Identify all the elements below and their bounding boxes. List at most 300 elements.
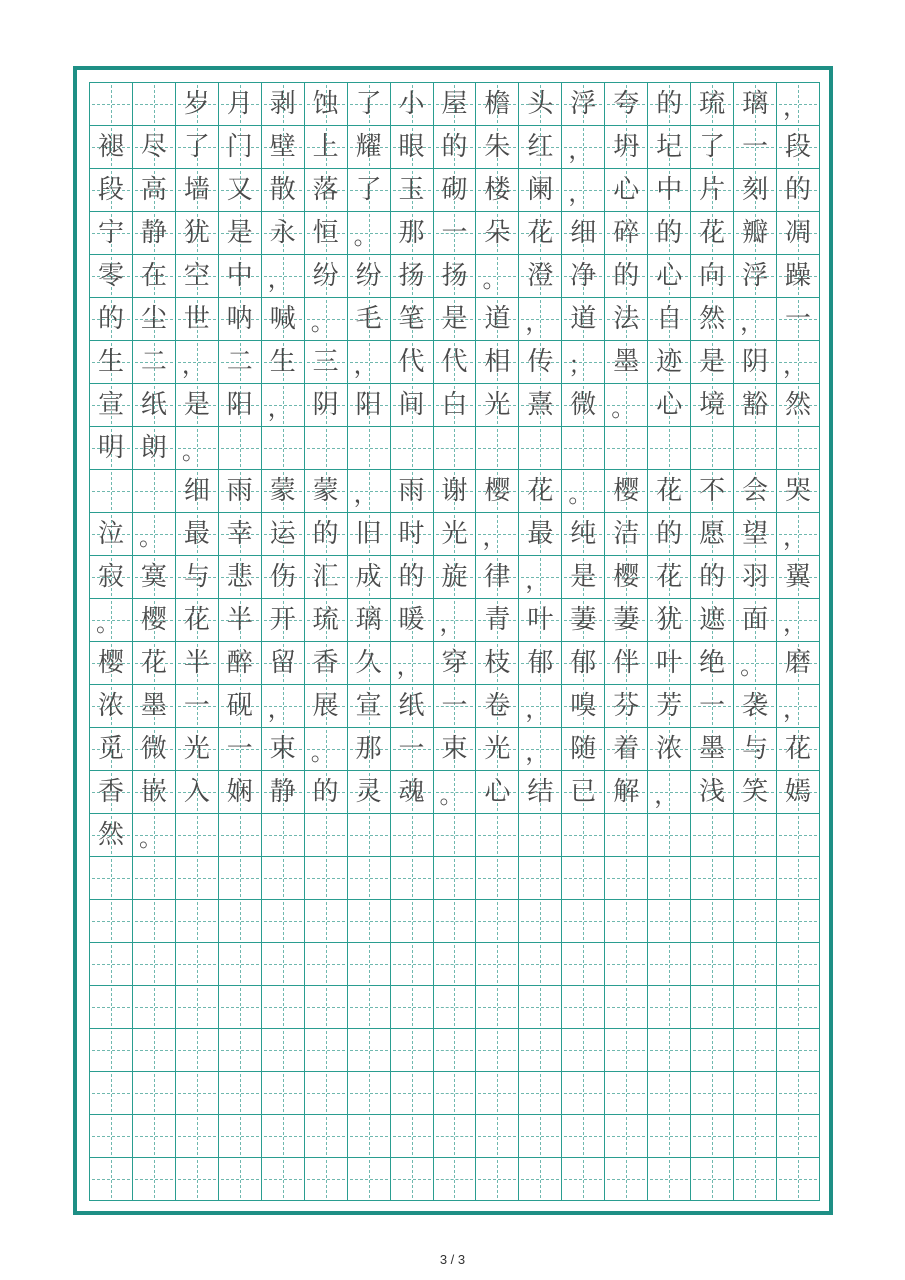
- grid-cell: [519, 728, 562, 771]
- handwritten-character: 郁: [570, 648, 597, 678]
- grid-cell: [434, 771, 477, 814]
- grid-cell: [434, 298, 477, 341]
- grid-cell: [90, 771, 133, 814]
- grid-cell: [305, 1072, 348, 1115]
- grid-cell: [90, 1158, 133, 1201]
- grid-cell: [262, 384, 305, 427]
- handwritten-character: 暖: [398, 605, 425, 635]
- handwritten-character: 檐: [484, 89, 511, 119]
- grid-cell: [391, 212, 434, 255]
- grid-cell: [562, 384, 605, 427]
- grid-cell: [348, 126, 391, 169]
- grid-cell: [219, 341, 262, 384]
- grid-cell: [348, 814, 391, 857]
- handwritten-character: 璃: [742, 89, 769, 119]
- handwritten-character: 花: [699, 218, 726, 248]
- grid-cell: [476, 470, 519, 513]
- grid-cell: [434, 900, 477, 943]
- handwritten-character: ，: [525, 738, 550, 766]
- grid-cell: [691, 169, 734, 212]
- handwritten-character: 扬: [441, 261, 468, 291]
- grid-cell: [777, 1072, 820, 1115]
- handwritten-character: 运: [269, 519, 296, 549]
- grid-cell: [777, 900, 820, 943]
- grid-cell: [734, 470, 777, 513]
- grid-cell: [348, 986, 391, 1029]
- grid-cell: [605, 212, 648, 255]
- handwritten-character: 成: [355, 562, 382, 592]
- grid-cell: [519, 986, 562, 1029]
- grid-cell: [605, 513, 648, 556]
- grid-cell: [262, 685, 305, 728]
- grid-cell: [562, 470, 605, 513]
- grid-cell: [648, 814, 691, 857]
- handwritten-character: 法: [613, 304, 640, 334]
- grid-cell: [434, 599, 477, 642]
- handwritten-character: 灵: [355, 777, 382, 807]
- handwritten-character: 二: [140, 347, 167, 377]
- grid-cell: [476, 1029, 519, 1072]
- grid-cell: [648, 1158, 691, 1201]
- grid-cell: [476, 169, 519, 212]
- grid-cell: [391, 83, 434, 126]
- grid-cell: [734, 900, 777, 943]
- grid-cell: [691, 470, 734, 513]
- grid-cell: [691, 126, 734, 169]
- grid-cell: [133, 341, 176, 384]
- grid-cell: [691, 255, 734, 298]
- grid-cell: [176, 1158, 219, 1201]
- grid-cell: [562, 728, 605, 771]
- handwritten-character: ，: [783, 93, 808, 121]
- handwritten-character: 朱: [484, 132, 511, 162]
- grid-cell: [348, 83, 391, 126]
- grid-cell: [777, 599, 820, 642]
- grid-cell: [176, 298, 219, 341]
- handwritten-character: 半: [183, 648, 210, 678]
- grid-cell: [691, 771, 734, 814]
- grid-cell: [219, 1158, 262, 1201]
- handwritten-character: 纸: [398, 691, 425, 721]
- grid-cell: [691, 986, 734, 1029]
- grid-cell: [562, 642, 605, 685]
- grid-cell: [434, 255, 477, 298]
- grid-cell: [262, 900, 305, 943]
- grid-cell: [562, 685, 605, 728]
- grid-cell: [476, 212, 519, 255]
- grid-cell: [219, 642, 262, 685]
- grid-cell: [348, 685, 391, 728]
- grid-cell: [133, 169, 176, 212]
- grid-cell: [691, 384, 734, 427]
- grid-cell: [562, 126, 605, 169]
- handwritten-character: ，: [783, 523, 808, 551]
- handwritten-character: ，: [568, 179, 593, 207]
- grid-cell: [90, 298, 133, 341]
- grid-cell: [348, 857, 391, 900]
- grid-cell: [133, 642, 176, 685]
- grid-cell: [476, 1115, 519, 1158]
- grid-cell: [434, 943, 477, 986]
- grid-cell: [691, 599, 734, 642]
- handwritten-character: 头: [527, 89, 554, 119]
- grid-cell: [348, 427, 391, 470]
- handwritten-character: 阴: [312, 390, 339, 420]
- grid-cell: [734, 384, 777, 427]
- grid-cell: [133, 900, 176, 943]
- grid-cell: [734, 814, 777, 857]
- handwritten-character: 花: [183, 605, 210, 635]
- grid-cell: [305, 427, 348, 470]
- grid-cell: [434, 556, 477, 599]
- handwritten-character: 小: [398, 89, 425, 119]
- handwritten-character: 眼: [398, 132, 425, 162]
- grid-cell: [434, 685, 477, 728]
- grid-cell: [605, 728, 648, 771]
- handwritten-character: 嵌: [140, 777, 167, 807]
- handwritten-character: 墨: [699, 734, 726, 764]
- handwritten-character: 间: [398, 390, 425, 420]
- grid-cell: [262, 1029, 305, 1072]
- grid-cell: [176, 857, 219, 900]
- handwritten-character: 穿: [441, 648, 468, 678]
- grid-cell: [391, 384, 434, 427]
- grid-cell: [476, 384, 519, 427]
- grid-cell: [391, 1115, 434, 1158]
- handwritten-character: 律: [484, 562, 511, 592]
- handwritten-character: 砌: [441, 175, 468, 205]
- handwritten-character: 。: [353, 222, 378, 250]
- grid-cell: [734, 728, 777, 771]
- grid-cell: [133, 556, 176, 599]
- grid-cell: [562, 814, 605, 857]
- handwritten-character: 的: [613, 261, 640, 291]
- grid-cell: [605, 900, 648, 943]
- handwritten-character: 坍: [613, 132, 640, 162]
- handwritten-character: 明: [97, 433, 124, 463]
- handwritten-character: 樱: [484, 476, 511, 506]
- grid-cell: [777, 384, 820, 427]
- grid-cell: [648, 728, 691, 771]
- handwritten-character: 汇: [312, 562, 339, 592]
- grid-cell: [605, 642, 648, 685]
- handwritten-character: 蒙: [269, 476, 296, 506]
- handwritten-character: 。: [181, 437, 206, 465]
- grid-cell: [219, 943, 262, 986]
- grid-cell: [305, 126, 348, 169]
- grid-cell: [391, 1029, 434, 1072]
- handwritten-character: 谢: [441, 476, 468, 506]
- grid-cell: [734, 1115, 777, 1158]
- handwritten-character: 三: [312, 347, 339, 377]
- grid-cell: [219, 1072, 262, 1115]
- grid-cell: [691, 814, 734, 857]
- handwritten-character: 心: [613, 175, 640, 205]
- grid-cell: [519, 857, 562, 900]
- grid-cell: [434, 384, 477, 427]
- handwritten-character: 解: [613, 777, 640, 807]
- grid-cell: [133, 1115, 176, 1158]
- grid-cell: [605, 1158, 648, 1201]
- grid-cell: [434, 1072, 477, 1115]
- handwritten-character: 是: [570, 562, 597, 592]
- grid-cell: [391, 470, 434, 513]
- grid-cell: [691, 212, 734, 255]
- handwritten-character: 迹: [656, 347, 683, 377]
- handwritten-character: 琉: [312, 605, 339, 635]
- grid-cell: [434, 169, 477, 212]
- grid-cell: [262, 513, 305, 556]
- handwritten-character: ，: [525, 695, 550, 723]
- handwritten-character: 绝: [699, 648, 726, 678]
- grid-cell: [90, 384, 133, 427]
- grid-cell: [476, 900, 519, 943]
- handwritten-character: 阳: [355, 390, 382, 420]
- page-number: 3 / 3: [439, 1252, 466, 1267]
- handwritten-character: 芳: [656, 691, 683, 721]
- handwritten-character: 静: [269, 777, 296, 807]
- grid-cell: [519, 255, 562, 298]
- grid-cell: [476, 513, 519, 556]
- grid-cell: [133, 599, 176, 642]
- handwritten-character: 束: [441, 734, 468, 764]
- handwritten-character: 澄: [527, 261, 554, 291]
- grid-cell: [691, 857, 734, 900]
- grid-cell: [348, 341, 391, 384]
- handwritten-character: 悲: [226, 562, 253, 592]
- handwritten-character: 中: [656, 175, 683, 205]
- handwritten-character: 一: [226, 734, 253, 764]
- grid-cell: [176, 1072, 219, 1115]
- grid-cell: [348, 900, 391, 943]
- grid-cell: [734, 1072, 777, 1115]
- handwritten-character: ，: [267, 695, 292, 723]
- handwritten-character: 郁: [527, 648, 554, 678]
- grid-cell: [262, 728, 305, 771]
- grid-cell: [605, 1029, 648, 1072]
- grid-cell: [90, 1072, 133, 1115]
- grid-cell: [262, 771, 305, 814]
- handwritten-character: 浓: [656, 734, 683, 764]
- grid-cell: [519, 599, 562, 642]
- handwritten-character: 岁: [183, 89, 210, 119]
- grid-cell: [605, 384, 648, 427]
- grid-cell: [519, 1072, 562, 1115]
- grid-cell: [734, 642, 777, 685]
- grid-cell: [391, 126, 434, 169]
- grid-cell: [648, 255, 691, 298]
- handwritten-character: 翼: [785, 562, 812, 592]
- grid-cell: [391, 728, 434, 771]
- handwritten-character: 浓: [97, 691, 124, 721]
- grid-cell: [262, 857, 305, 900]
- grid-cell: [777, 513, 820, 556]
- grid-cell: [219, 298, 262, 341]
- grid-cell: [348, 255, 391, 298]
- handwritten-character: ，: [439, 609, 464, 637]
- grid-cell: [648, 470, 691, 513]
- grid-cell: [691, 900, 734, 943]
- grid-cell: [90, 900, 133, 943]
- grid-cell: [305, 1158, 348, 1201]
- grid-cell: [476, 556, 519, 599]
- handwritten-character: 高: [140, 175, 167, 205]
- handwritten-character: 嫣: [785, 777, 812, 807]
- grid-cell: [90, 212, 133, 255]
- grid-cell: [777, 685, 820, 728]
- grid-cell: [219, 771, 262, 814]
- grid-cell: [133, 814, 176, 857]
- grid-cell: [348, 470, 391, 513]
- grid-cell: [777, 169, 820, 212]
- grid-cell: [305, 1115, 348, 1158]
- grid-cell: [476, 771, 519, 814]
- grid-cell: [562, 900, 605, 943]
- handwritten-character: ，: [181, 351, 206, 379]
- grid-cell: [90, 341, 133, 384]
- grid-cell: [348, 599, 391, 642]
- grid-cell: [262, 986, 305, 1029]
- handwritten-character: 枝: [484, 648, 511, 678]
- handwritten-character: ，: [783, 351, 808, 379]
- handwritten-character: 道: [570, 304, 597, 334]
- handwritten-character: 屋: [441, 89, 468, 119]
- grid-cell: [562, 771, 605, 814]
- grid-cell: [476, 986, 519, 1029]
- grid-cell: [305, 255, 348, 298]
- grid-cell: [305, 685, 348, 728]
- grid-cell: [90, 126, 133, 169]
- grid-cell: [90, 513, 133, 556]
- handwritten-character: 二: [226, 347, 253, 377]
- handwritten-character: 。: [439, 781, 464, 809]
- handwritten-character: 碎: [613, 218, 640, 248]
- grid-cell: [562, 298, 605, 341]
- grid-cell: [219, 1029, 262, 1072]
- grid-cell: [176, 771, 219, 814]
- handwritten-character: 。: [740, 652, 765, 680]
- grid-cell: [434, 1115, 477, 1158]
- handwritten-character: 娴: [226, 777, 253, 807]
- grid-cell: [391, 1072, 434, 1115]
- grid-cell: [777, 212, 820, 255]
- grid-cell: [434, 642, 477, 685]
- handwritten-character: 豁: [742, 390, 769, 420]
- grid-cell: [734, 556, 777, 599]
- handwritten-character: 花: [656, 476, 683, 506]
- grid-cell: [90, 556, 133, 599]
- handwritten-character: 的: [312, 519, 339, 549]
- handwritten-character: 永: [269, 218, 296, 248]
- handwritten-character: 耀: [355, 132, 382, 162]
- handwritten-character: 阴: [742, 347, 769, 377]
- handwritten-character: 生: [97, 347, 124, 377]
- handwritten-character: 纷: [355, 261, 382, 291]
- grid-cell: [648, 513, 691, 556]
- handwritten-character: 笔: [398, 304, 425, 334]
- grid-cell: [434, 212, 477, 255]
- grid-cell: [605, 556, 648, 599]
- handwritten-character: 门: [226, 132, 253, 162]
- handwritten-character: 纸: [140, 390, 167, 420]
- handwritten-character: 阳: [226, 390, 253, 420]
- handwritten-character: 萋: [613, 605, 640, 635]
- grid-cell: [133, 728, 176, 771]
- grid-cell: [648, 986, 691, 1029]
- handwritten-character: 最: [183, 519, 210, 549]
- handwritten-character: 段: [97, 175, 124, 205]
- grid-cell: [176, 427, 219, 470]
- grid-cell: [648, 900, 691, 943]
- grid-cell: [605, 1115, 648, 1158]
- grid-cell: [176, 169, 219, 212]
- grid-cell: [176, 943, 219, 986]
- handwritten-character: 幸: [226, 519, 253, 549]
- grid-cell: [90, 728, 133, 771]
- grid-cell: [90, 169, 133, 212]
- handwritten-character: 境: [699, 390, 726, 420]
- handwritten-character: 羽: [742, 562, 769, 592]
- grid-cell: [391, 1158, 434, 1201]
- grid-cell: [90, 427, 133, 470]
- grid-cell: [391, 341, 434, 384]
- grid-cell: [648, 943, 691, 986]
- grid-cell: [133, 857, 176, 900]
- grid-cell: [348, 771, 391, 814]
- grid-cell: [391, 599, 434, 642]
- grid-cell: [648, 556, 691, 599]
- grid-cell: [562, 1115, 605, 1158]
- grid-cell: [734, 599, 777, 642]
- grid-cell: [219, 427, 262, 470]
- grid-cell: [219, 255, 262, 298]
- grid-cell: [305, 1029, 348, 1072]
- grid-cell: [777, 771, 820, 814]
- handwritten-character: 段: [785, 132, 812, 162]
- handwritten-character: 。: [138, 824, 163, 852]
- grid-cell: [777, 1158, 820, 1201]
- grid-cell: [777, 814, 820, 857]
- handwritten-character: 望: [742, 519, 769, 549]
- grid-cell: [734, 943, 777, 986]
- handwritten-character: 光: [183, 734, 210, 764]
- grid-cell: [348, 1029, 391, 1072]
- handwritten-character: 蚀: [312, 89, 339, 119]
- handwritten-character: 青: [484, 605, 511, 635]
- grid-cell: [305, 556, 348, 599]
- grid-cell: [734, 298, 777, 341]
- handwritten-character: 一: [742, 132, 769, 162]
- handwritten-character: 不: [699, 476, 726, 506]
- grid-cell: [648, 212, 691, 255]
- grid-cell: [605, 943, 648, 986]
- handwritten-character: 浮: [742, 261, 769, 291]
- grid-cell: [133, 771, 176, 814]
- grid-cell: [305, 642, 348, 685]
- handwritten-character: 一: [183, 691, 210, 721]
- grid-cell: [648, 126, 691, 169]
- handwritten-character: 散: [269, 175, 296, 205]
- handwritten-character: 是: [699, 347, 726, 377]
- handwritten-character: 。: [310, 308, 335, 336]
- grid-cell: [605, 126, 648, 169]
- grid-cell: [519, 341, 562, 384]
- handwritten-character: 洁: [613, 519, 640, 549]
- handwritten-character: 与: [742, 734, 769, 764]
- handwritten-character: 楼: [484, 175, 511, 205]
- grid-cell: [734, 126, 777, 169]
- grid-cell: [90, 1029, 133, 1072]
